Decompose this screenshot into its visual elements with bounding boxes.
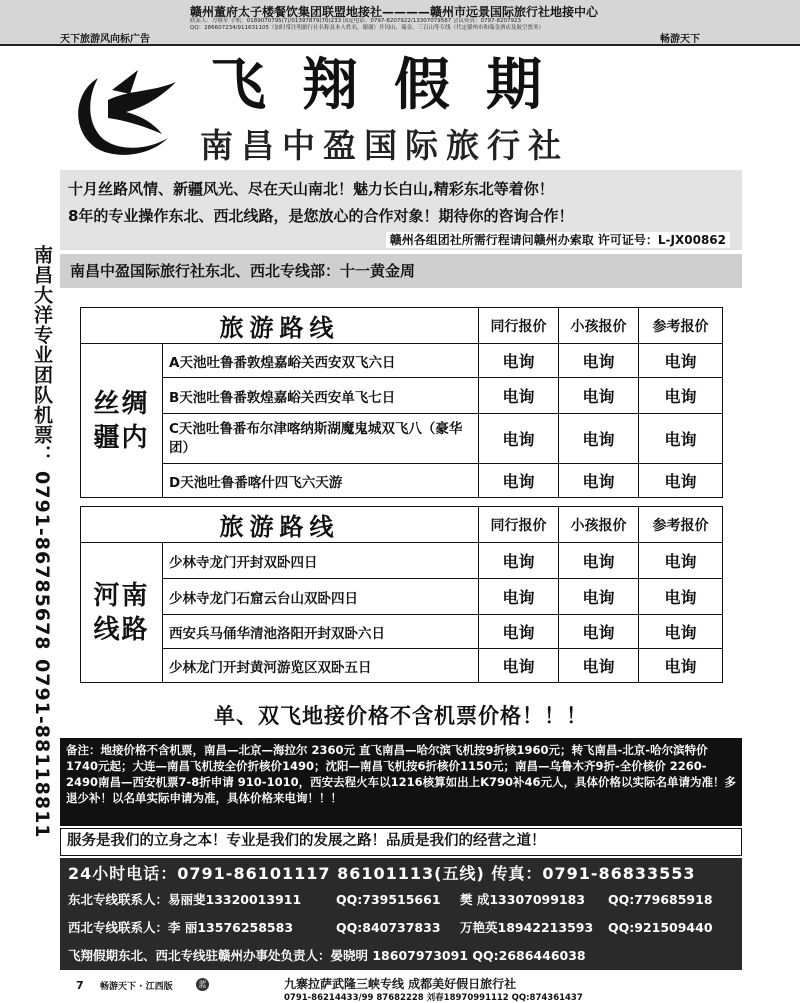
price-cell: 电询 [639,615,723,649]
price-cell: 电询 [639,414,723,464]
price-cell: 电询 [559,579,639,615]
route-name: 少林寺龙门石窟云台山双卧四日 [163,579,479,615]
remark-block: 备注：地接价格不含机票，南昌—北京—海拉尔 2360元 直飞南昌—哈尔滨飞机按9折核1960元；转飞南昌-北京-哈尔滨特价1740元起；大连—南昌飞机按全价折核价1490；沈阳—南昌飞机按6折核价1150元；南昌—乌鲁木齐9折-全价核价 2260-2490南昌—西安机票7-8折申请 910-1010，西安去程火车以1216核算如出上K790补46元人，具体价格以实际名单请为准！多退少补！以名单实际申请为准，具体价格来电询！！！ [60,738,742,826]
brand-title: 飞翔假期 [210,53,578,118]
contact-row-office: 飞翔假期东北、西北专线驻赣州办事处负责人：晏晓明 18607973091 QQ:2686446038 [68,948,586,963]
price-cell: 电询 [639,464,723,498]
side-banner-title: 南昌大洋专业团队机票： [31,245,53,465]
page-footer [60,975,742,1003]
contact-qq: QQ:739515661 [336,892,441,907]
contact-row-northeast [68,886,734,914]
region-label: 河南线路 [81,543,163,683]
hotline: 24小时电话：0791-86101117 86101113(五线) 传真：0791-86833553 [68,864,696,883]
side-banner-phone-1: 0791-86785678 [31,471,53,651]
price-cell: 电询 [639,579,723,615]
table-row [81,344,723,378]
route-name: 少林龙门开封黄河游览区双卧五日 [163,649,479,683]
price-cell: 电询 [559,378,639,414]
footer-brand: 畅游天下 · 江西版 [100,982,173,992]
intro-line-2: 8年的专业操作东北、西北线路，是您放心的合作对象！期待你的咨询合作！ [68,207,574,225]
price-cell: 电询 [559,414,639,464]
slogan-bar: 服务是我们的立身之本！专业是我们的发展之路！品质是我们的经营之道！ [60,828,742,856]
price-cell: 电询 [559,615,639,649]
col-header-reference-price: 参考报价 [639,507,723,543]
route-name: 西安兵马俑华清池洛阳开封双卧六日 [163,615,479,649]
price-cell: 电询 [479,579,559,615]
header-left-tag: 天下旅游风向标广告 [60,34,150,45]
route-name: 少林寺龙门开封双卧四日 [163,543,479,579]
table-row [81,378,723,414]
permit-row [60,228,742,252]
header-contact-line-1: 联系人：方继军 手机：0189070795(7)/01397879(70)233 国定电话：0797-8207922/13307079587 会议传真：0797-8207923 [190,18,521,24]
main-advertisement [60,50,742,970]
price-cell: 电询 [479,543,559,579]
route-name: D天池吐鲁番喀什四飞六天游 [163,464,479,498]
price-cell: 电询 [479,649,559,683]
col-header-child-price: 小孩报价 [559,507,639,543]
permit-text: 赣州各组团社所需行程请问赣州办索取 许可证号：L-JX00862 [386,232,730,248]
region-label: 丝绸疆内 [81,344,163,498]
route-table-henan [80,506,723,683]
table-row [81,649,723,683]
page-number: 7 [76,979,84,992]
route-name: A天池吐鲁番敦煌嘉峪关西安双飞六日 [163,344,479,378]
header-contact-info [190,18,650,32]
price-cell: 电询 [479,378,559,414]
intro-line-1: 十月丝路风情、新疆风光、尽在天山南北！魅力长白山,精彩东北等着你！ [68,180,554,198]
table-row [81,414,723,464]
contact-qq: QQ:840737833 [336,920,441,935]
edition-badge: 蓝 [196,978,209,991]
table-title: 旅游路线 [81,308,479,344]
table-row [81,579,723,615]
price-cell: 电询 [559,649,639,683]
price-cell: 电询 [479,344,559,378]
table-row [81,615,723,649]
price-cell: 电询 [479,414,559,464]
price-cell: 电询 [559,543,639,579]
contact-block [60,858,742,970]
table-title: 旅游路线 [81,507,479,543]
table-row [81,543,723,579]
brand-block [60,50,742,168]
header-right-tag: 畅游天下 [660,34,700,45]
contact-person: 西北专线联系人：李 丽13576258583 [68,920,294,935]
header-contact-line-2: QQ：286607234/911631105（加时常注明旅行社名称及本人姓名，谢谢）井冈山、瑞金、三百山等专线（代定赣州市和瑞金酒店及航空票务） [190,25,545,31]
contact-person: 万艳英18942213593 [460,920,594,935]
col-header-peer-price: 同行报价 [479,507,559,543]
table-header-row [81,308,723,344]
contact-qq: QQ:921509440 [608,920,713,935]
col-header-child-price: 小孩报价 [559,308,639,344]
swallow-logo-icon [68,60,183,160]
price-notice: 单、双飞地接价格不含机票价格！！！ [214,704,588,728]
price-cell: 电询 [559,344,639,378]
route-name: B天池吐鲁番敦煌嘉峪关西安单飞七日 [163,378,479,414]
price-cell: 电询 [559,464,639,498]
side-ticket-banner [28,245,56,839]
table-row [81,464,723,498]
top-header-strip [0,0,800,46]
col-header-peer-price: 同行报价 [479,308,559,344]
route-name: C天池吐鲁番布尔津喀纳斯湖魔鬼城双飞八（豪华团） [163,414,479,464]
contact-person: 东北专线联系人：易丽斐13320013911 [68,892,302,907]
price-cell: 电询 [639,344,723,378]
contact-row-northwest [68,914,734,942]
price-cell: 电询 [639,378,723,414]
side-banner-phone-2: 0791-88118811 [31,658,53,839]
contact-qq: QQ:779685918 [608,892,713,907]
table-header-row [81,507,723,543]
price-cell: 电询 [639,649,723,683]
contact-person: 樊 成13307099183 [460,892,586,907]
price-cell: 电询 [639,543,723,579]
route-table-silkroad [80,307,723,498]
header-title: 赣州董府太子楼餐饮集团联盟地接社————赣州市远景国际旅行社地接中心 [190,5,599,19]
department-heading: 南昌中盈国际旅行社东北、西北专线部：十一黄金周 [60,254,742,288]
brand-subtitle: 南昌中盈国际旅行社 [200,126,569,165]
col-header-reference-price: 参考报价 [639,308,723,344]
footer-ad-contact: 0791-86214433/99 87682228 刘春18970991112 QQ:874361437 [284,993,583,1003]
price-cell: 电询 [479,464,559,498]
price-cell: 电询 [479,615,559,649]
footer-ad-title: 九寨拉萨武隆三峡专线 成都美好假日旅行社 [284,977,517,991]
